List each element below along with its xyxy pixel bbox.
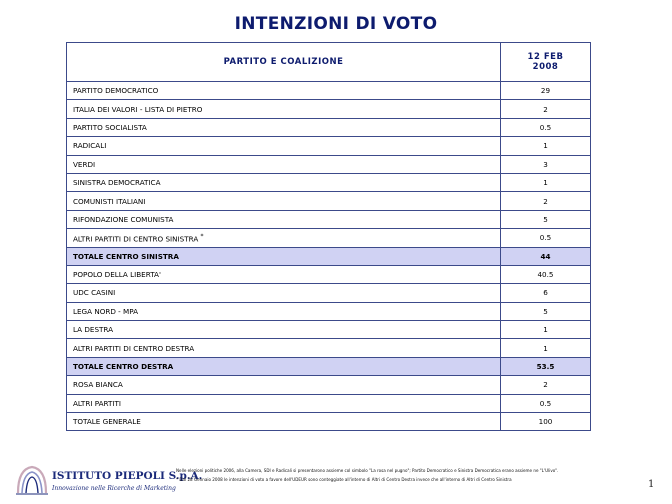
party-name-cell	[67, 229, 501, 247]
table-row	[67, 100, 591, 118]
party-name: PARTITO SOCIALISTA	[73, 122, 147, 132]
table-row	[67, 284, 591, 302]
table-row	[67, 339, 591, 357]
party-name-cell	[67, 339, 501, 357]
party-name: ITALIA DEI VALORI - LISTA DI PIETRO	[73, 104, 203, 114]
table-row	[67, 302, 591, 320]
party-name: ALTRI PARTITI	[73, 398, 121, 408]
table-row	[67, 376, 591, 394]
vote-percentage-cell: 1	[501, 137, 591, 155]
party-name-cell	[67, 192, 501, 210]
table-row	[67, 229, 591, 247]
party-name-cell	[67, 357, 501, 375]
table-total-row	[67, 357, 591, 375]
party-name: RIFONDAZIONE COMUNISTA	[73, 214, 174, 224]
party-name: RADICALI	[73, 141, 107, 151]
vote-percentage-cell: 40.5	[501, 265, 591, 283]
party-name: LA DESTRA	[73, 325, 114, 335]
party-name: TOTALE CENTRO SINISTRA	[73, 251, 179, 261]
table-row	[67, 265, 591, 283]
party-name: ALTRI PARTITI DI CENTRO SINISTRA	[73, 234, 199, 244]
vote-percentage-cell: 0.5	[501, 118, 591, 136]
vote-percentage-cell: 44	[501, 247, 591, 265]
vote-percentage-cell: 2	[501, 192, 591, 210]
table-total-row	[67, 247, 591, 265]
party-name-cell	[67, 302, 501, 320]
party-name-cell	[67, 247, 501, 265]
footnote-1: Nelle elezioni politiche 2006, alla Camera, SDI e Radicali si presentarono assieme col simbolo "La rosa nel pugno"; Partito Democratico e Sinistra Democratica erano assieme ne "L'Ulivo".	[176, 468, 559, 473]
page-title: INTENZIONI DI VOTO	[234, 14, 438, 34]
vote-percentage-cell: 2	[501, 376, 591, 394]
vote-percentage-cell: 1	[501, 173, 591, 191]
party-name-cell	[67, 100, 501, 118]
table-row	[67, 321, 591, 339]
party-name: POPOLO DELLA LIBERTA'	[73, 270, 161, 280]
logo-arc-icon	[14, 463, 50, 497]
header-date-day: 12 FEB	[527, 52, 564, 62]
party-name: SINISTRA DEMOCRATICA	[73, 178, 161, 188]
vote-percentage-cell: 6	[501, 284, 591, 302]
vote-percentage-cell: 29	[501, 82, 591, 100]
party-name-cell	[67, 118, 501, 136]
table-row	[67, 137, 591, 155]
vote-percentage-cell: 2	[501, 100, 591, 118]
vote-percentage-cell: 53.5	[501, 357, 591, 375]
party-name-cell	[67, 210, 501, 228]
table-row	[67, 82, 591, 100]
party-name-cell	[67, 376, 501, 394]
logo-name: ISTITUTO PIEPOLI S.p.A.	[52, 470, 203, 482]
table-row	[67, 210, 591, 228]
istituto-piepoli-logo	[14, 463, 203, 497]
footnote-marker: *	[200, 232, 204, 240]
header-date-year: 2008	[532, 62, 559, 72]
vote-percentage-cell: 5	[501, 302, 591, 320]
voting-intentions-table	[66, 42, 591, 431]
table-row	[67, 192, 591, 210]
party-name: TOTALE GENERALE	[73, 417, 141, 427]
party-name-cell	[67, 173, 501, 191]
table-row	[67, 173, 591, 191]
vote-percentage-cell: 1	[501, 321, 591, 339]
party-name: TOTALE CENTRO DESTRA	[73, 362, 174, 372]
party-name: ROSA BIANCA	[73, 380, 123, 390]
table-header-row	[67, 43, 591, 82]
party-name: PARTITO DEMOCRATICO	[73, 86, 159, 96]
page-number: 1	[648, 479, 655, 490]
party-name: LEGA NORD - MPA	[73, 306, 139, 316]
vote-percentage-cell: 0.5	[501, 394, 591, 412]
vote-percentage-cell: 0.5	[501, 229, 591, 247]
header-date	[501, 43, 591, 82]
party-name-cell	[67, 265, 501, 283]
footnotes	[176, 468, 636, 486]
party-name: UDC CASINI	[73, 288, 116, 298]
party-name: VERDI	[73, 159, 96, 169]
party-name-cell	[67, 82, 501, 100]
party-name-cell	[67, 284, 501, 302]
table-row	[67, 413, 591, 431]
vote-percentage-cell: 100	[501, 413, 591, 431]
party-name-cell	[67, 413, 501, 431]
table-row	[67, 118, 591, 136]
footnote-2: * Dal 28 Gennaio 2008 le intenzioni di voto a favore dell'UDEUR sono conteggiate all'interno di Altri di Centro Destra invece che all'interno di Altri di Centro Sinistra	[176, 477, 512, 482]
table-body	[67, 82, 591, 431]
party-name-cell	[67, 394, 501, 412]
vote-percentage-cell: 1	[501, 339, 591, 357]
vote-percentage-cell: 3	[501, 155, 591, 173]
vote-percentage-cell: 5	[501, 210, 591, 228]
logo-tagline: Innovazione nelle Ricerche di Marketing	[52, 485, 176, 492]
party-name-cell	[67, 321, 501, 339]
party-name: COMUNISTI ITALIANI	[73, 196, 146, 206]
party-name: ALTRI PARTITI DI CENTRO DESTRA	[73, 343, 195, 353]
table-row	[67, 155, 591, 173]
party-name-cell	[67, 155, 501, 173]
table-row	[67, 394, 591, 412]
header-party-coalition: PARTITO E COALIZIONE	[67, 43, 501, 82]
party-name-cell	[67, 137, 501, 155]
